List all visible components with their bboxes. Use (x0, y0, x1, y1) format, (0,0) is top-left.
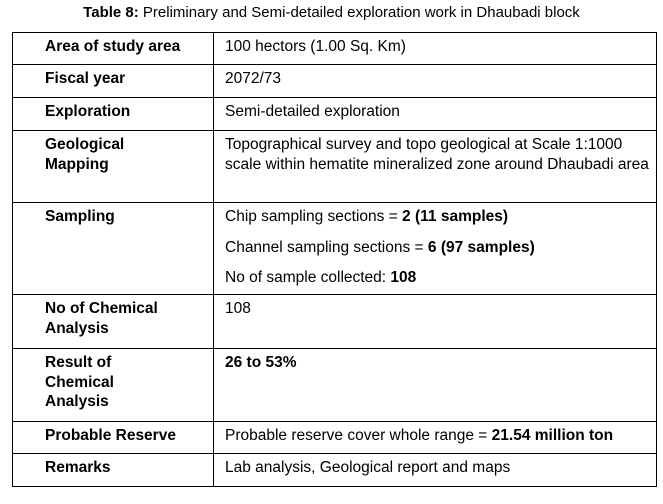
row-label-line: Result of (45, 354, 112, 371)
samples-collected-value: 108 (390, 269, 417, 286)
table-row-fiscal-year (13, 65, 657, 98)
channel-sampling-line (225, 238, 650, 258)
row-label: Probable Reserve (13, 422, 214, 454)
row-value (214, 422, 657, 454)
row-label-line: Mapping (45, 155, 109, 173)
chemical-result-value: 26 to 53% (225, 354, 297, 371)
table-row-chemical-analysis-result (13, 349, 657, 422)
row-label-line: Geological (45, 136, 125, 153)
row-value (214, 203, 657, 295)
row-label: Sampling (13, 203, 214, 295)
row-label-line: Analysis (45, 393, 109, 410)
row-label: Fiscal year (13, 65, 214, 98)
table-row-area (13, 33, 657, 65)
row-label: Exploration (13, 98, 214, 131)
table-caption-text: Preliminary and Semi-detailed exploration work in Dhaubadi block (138, 4, 580, 21)
probable-reserve-text: Probable reserve cover whole range = (225, 427, 492, 444)
row-value: Topographical survey and topo geological at Scale 1:1000 scale within hematite mineralized zone around Dhaubadi area (214, 131, 657, 203)
table-caption (0, 4, 663, 22)
samples-collected-text: No of sample collected: (225, 269, 391, 286)
samples-collected-line (225, 268, 650, 288)
channel-sampling-text: Channel sampling sections = (225, 238, 428, 256)
probable-reserve-value: 21.54 million ton (491, 427, 614, 444)
row-value: 108 (214, 295, 657, 349)
row-label (13, 131, 214, 203)
row-value: 2072/73 (214, 65, 657, 98)
table-row-probable-reserve (13, 422, 657, 454)
chip-sampling-value: 2 (11 samples) (402, 208, 509, 225)
row-value: Semi-detailed exploration (214, 98, 657, 131)
row-label (13, 349, 214, 422)
chip-sampling-text: Chip sampling sections = (225, 208, 403, 225)
table-row-geological-mapping (13, 131, 657, 203)
row-label: Remarks (13, 454, 214, 487)
exploration-table (12, 32, 657, 487)
row-label-line: Chemical (45, 373, 114, 391)
table-caption-prefix: Table 8: (83, 4, 139, 21)
row-label: Area of study area (13, 33, 214, 65)
table-row-exploration (13, 98, 657, 131)
row-label-line: No of Chemical (45, 300, 158, 317)
row-value (214, 349, 657, 422)
row-value: Lab analysis, Geological report and maps (214, 454, 657, 487)
channel-sampling-value: 6 (97 samples) (427, 238, 535, 256)
table-row-remarks (13, 454, 657, 487)
row-label (13, 295, 214, 349)
chip-sampling-line (225, 207, 650, 227)
row-value: 100 hectors (1.00 Sq. Km) (214, 33, 657, 65)
table-row-chemical-analysis-count (13, 295, 657, 349)
table-row-sampling (13, 203, 657, 295)
row-label-line: Analysis (45, 319, 109, 337)
